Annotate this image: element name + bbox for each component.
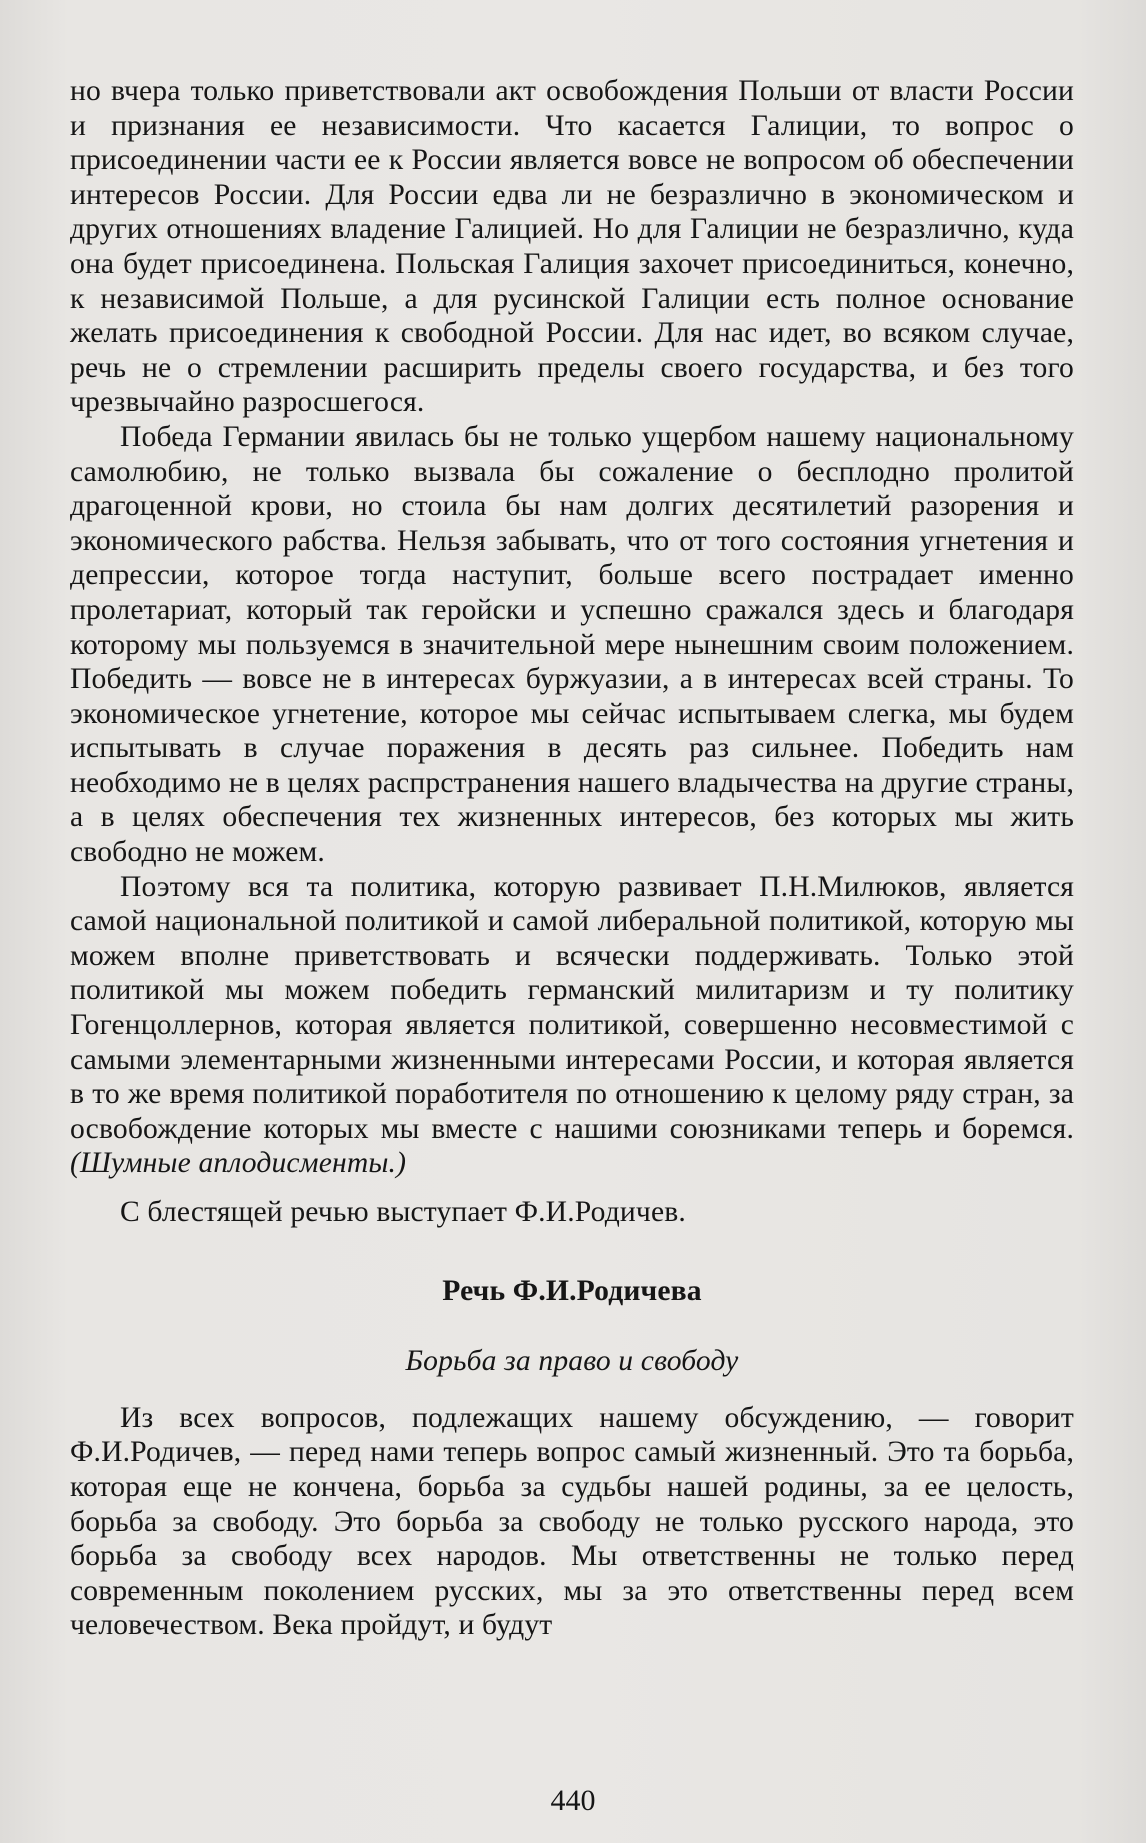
paragraph-5: Из всех вопросов, подлежащих нашему обсуждению, — говорит Ф.И.Родичев, — перед нами теперь вопрос самый жизненный. Это та борьба, которая еще не кончена, борьба за судьбы нашей родины, за ее целость, борьба за свободу. Это борьба за свободу не только русского народа, это борьба за свободу всех народов. Мы ответственны не только перед современным поколением русских, мы за это ответственны перед всем человечеством. Века пройдут, и будут [70,1401,1074,1642]
paragraph-4: С блестящей речью выступает Ф.И.Родичев. [120,1196,686,1228]
paragraph-2: Победа Германии явилась бы не только ущербом нашему национальному самолюбию, не только вызвала бы сожаление о бесплодно пролитой драгоценной крови, но стоила бы нам долгих десятилетий разорения и экономического рабства. Нельзя забывать, что от того состояния угнетения и депрессии, которое тогда наступит, больше всего пострадает именно пролетариат, который так геройски и успешно сражался здесь и благодаря которому мы пользуемся в значительной мере нынешним своим положением. Победить — вовсе не в интересах буржуазии, а в интересах всей страны. То экономическое угнетение, которое мы сейчас испытываем слегка, мы будем испытывать в случае поражения в десять раз сильнее. Победить нам необходимо не в целях распрстранения нашего владычества на другие страны, а в целях обеспечения тех жизненных интересов, без которых мы жить свободно не можем. [70,420,1074,869]
paragraph-3-text: Поэтому вся та политика, которую развивает П.Н.Милюков, является самой национальной политикой и самой либеральной политикой, которую мы можем вполне приветствовать и всячески поддерживать. Только этой политикой мы можем победить германский милитаризм и ту политику Гогенцоллернов, которая является политикой, совершенно несовместимой с самыми элементарными жизненными интересами России, и которая является в то же время политикой поработителя по отношению к целому ряду стран, за освобождение которых мы вместе с нашими союзниками теперь и боремся. [70,870,1074,1145]
page-number: 440 [550,1784,596,1817]
applause-remark: (Шумные аплодисменты.) [70,1147,407,1180]
paragraph-3 [70,870,1074,1181]
speech-subheading: Борьба за право и свободу [405,1345,739,1378]
body-text [70,74,1074,1643]
paragraph-1: но вчера только приветствовали акт освобождения Польши от власти России и признания ее независимости. Что касается Галиции, то вопрос о присоединении части ее к России является вовсе не вопросом об обеспечении интересов России. Для России едва ли не безразлично в экономическом и других отношениях владение Галицией. Но для Галиции не безразлично, куда она будет присоединена. Польская Галиция захочет присоединиться, конечно, к независимой Польше, а для русинской Галиции есть полное основание желать присоединения к свободной России. Для нас идет, во всяком случае, речь не о стремлении расширить пределы своего государства, и без того чрезвычайно разросшегося. [70,75,1074,419]
speech-heading: Речь Ф.И.Родичева [442,1274,702,1307]
